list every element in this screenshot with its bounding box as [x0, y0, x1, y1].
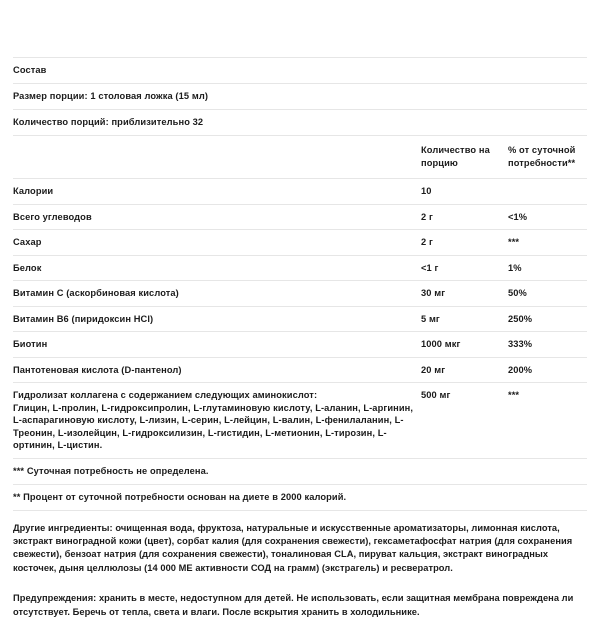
footnote-daily-value-not-established: *** Суточная потребность не определена.	[13, 458, 587, 484]
nutrient-name: Белок	[13, 255, 421, 281]
table-row	[13, 332, 587, 358]
column-header-amount: Количество на порцию	[421, 136, 508, 179]
collagen-daily-value: ***	[508, 383, 587, 458]
nutrient-name: Сахар	[13, 230, 421, 256]
nutrient-daily-value: 1%	[508, 255, 587, 281]
column-header-daily-value: % от суточной потребности**	[508, 136, 587, 179]
nutrient-name: Калории	[13, 179, 421, 205]
collagen-cell	[13, 383, 421, 458]
nutrition-table-body	[13, 179, 587, 458]
nutrient-name: Витамин B6 (пиридоксин HCl)	[13, 306, 421, 332]
table-header-row	[13, 136, 587, 179]
nutrient-daily-value: 200%	[508, 357, 587, 383]
warnings-paragraph: Предупреждения: хранить в месте, недоступном для детей. Не использовать, если защитная мембрана повреждена ли отсутствует. Беречь от тепла, света и влаги. После вскрытия хранить в холодильнике.	[13, 593, 574, 617]
collagen-heading: Гидролизат коллагена с содержанием следующих аминокислот:	[13, 390, 318, 400]
table-row	[13, 230, 587, 256]
table-row	[13, 281, 587, 307]
table-row	[13, 179, 587, 205]
nutrient-amount: 10	[421, 179, 508, 205]
nutrient-daily-value: 250%	[508, 306, 587, 332]
nutrient-daily-value: 333%	[508, 332, 587, 358]
nutrition-table-head	[13, 136, 587, 179]
nutrient-name: Пантотеновая кислота (D-пантенол)	[13, 357, 421, 383]
footnote-percent-daily-value: ** Процент от суточной потребности основан на диете в 2000 калорий.	[13, 484, 587, 511]
column-header-name	[13, 136, 421, 179]
nutrition-table	[13, 135, 587, 458]
nutrient-daily-value: 50%	[508, 281, 587, 307]
table-row	[13, 204, 587, 230]
nutrient-daily-value: ***	[508, 230, 587, 256]
other-ingredients-paragraph: Другие ингредиенты: очищенная вода, фруктоза, натуральные и искусственные ароматизаторы, лимонная кислота, экстракт виноградной кожи (цвет), сорбат калия (для сохранения свежести), гексаметафосфат натрия (для сохранения свежести), бензоат натрия (для сохранения свежести), тоналиновая CLA, пируват кальция, экстракт виноградных косточек, дыня целлюлозы (14 000 МЕ активности СОД на грамм) (экстрагель) и ресвератрол.	[13, 522, 573, 573]
collagen-amount: 500 мг	[421, 383, 508, 458]
nutrient-amount: 1000 мкг	[421, 332, 508, 358]
collagen-amino-acid-list: Глицин, L-пролин, L-гидроксипролин, L-глутаминовую кислоту, L-аланин, L-аргинин, L-аспарагиновую кислоту, L-лизин, L-серин, L-лейцин, L-валин, L-фенилаланин, L- Треонин, L-изолейцин, L-гидроксилизин, L-гистидин, L-метионин, L-тирозин, L-ортинин, L-цистин.	[13, 402, 414, 450]
nutrient-daily-value	[508, 179, 587, 205]
nutrient-amount: <1 г	[421, 255, 508, 281]
table-row-collagen	[13, 383, 587, 458]
servings-per-container-row: Количество порций: приблизительно 32	[13, 109, 587, 135]
nutrient-name: Витамин С (аскорбиновая кислота)	[13, 281, 421, 307]
nutrient-amount: 20 мг	[421, 357, 508, 383]
serving-size-row: Размер порции: 1 столовая ложка (15 мл)	[13, 83, 587, 109]
nutrient-amount: 2 г	[421, 230, 508, 256]
nutrient-amount: 5 мг	[421, 306, 508, 332]
table-row	[13, 306, 587, 332]
label-title: Состав	[13, 57, 587, 83]
nutrient-daily-value: <1%	[508, 204, 587, 230]
nutrient-name: Всего углеводов	[13, 204, 421, 230]
table-row	[13, 255, 587, 281]
nutrient-amount: 30 мг	[421, 281, 508, 307]
table-row	[13, 357, 587, 383]
top-spacer	[13, 0, 587, 57]
nutrient-amount: 2 г	[421, 204, 508, 230]
nutrient-name: Биотин	[13, 332, 421, 358]
